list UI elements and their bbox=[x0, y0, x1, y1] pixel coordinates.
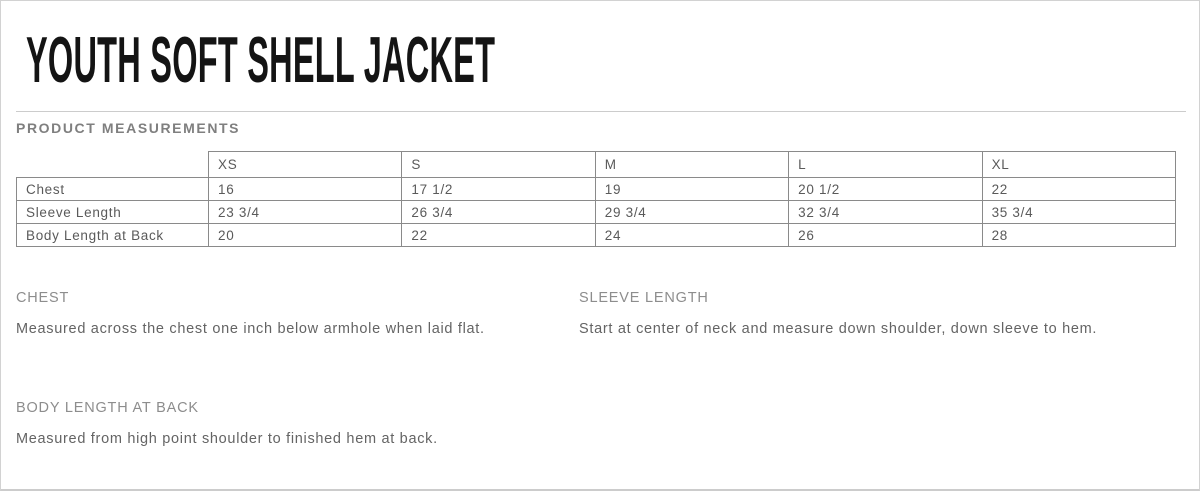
table-cell: 20 bbox=[209, 224, 402, 247]
table-cell: 35 3/4 bbox=[982, 201, 1175, 224]
definition-body-length-text: Measured from high point shoulder to finished hem at back. bbox=[16, 431, 438, 447]
definition-sleeve-length-text: Start at center of neck and measure down shoulder, down sleeve to hem. bbox=[579, 321, 1098, 337]
column-header-l: L bbox=[789, 152, 982, 178]
definition-body-length bbox=[16, 400, 576, 453]
table-corner-cell bbox=[17, 152, 209, 178]
column-header-s: S bbox=[402, 152, 595, 178]
table-header-row bbox=[17, 152, 1176, 178]
table-cell: 16 bbox=[209, 178, 402, 201]
table-cell: 23 3/4 bbox=[209, 201, 402, 224]
definition-chest-heading: CHEST bbox=[16, 290, 70, 306]
table-cell: 32 3/4 bbox=[789, 201, 982, 224]
definition-sleeve-length bbox=[579, 290, 1111, 343]
table-row-body-length bbox=[17, 224, 1176, 247]
table-row-chest bbox=[17, 178, 1176, 201]
table-cell: 19 bbox=[595, 178, 788, 201]
table-cell: 17 1/2 bbox=[402, 178, 595, 201]
table-row-sleeve-length bbox=[17, 201, 1176, 224]
definition-chest bbox=[16, 290, 561, 343]
table-cell: 24 bbox=[595, 224, 788, 247]
row-label: Body Length at Back bbox=[17, 224, 209, 247]
table-cell: 28 bbox=[982, 224, 1175, 247]
table-cell: 29 3/4 bbox=[595, 201, 788, 224]
definition-sleeve-length-heading: SLEEVE LENGTH bbox=[579, 290, 709, 306]
table-cell: 26 3/4 bbox=[402, 201, 595, 224]
definition-body-length-heading: BODY LENGTH AT BACK bbox=[16, 400, 199, 416]
column-header-xs: XS bbox=[209, 152, 402, 178]
divider bbox=[16, 111, 1186, 112]
table-cell: 22 bbox=[982, 178, 1175, 201]
measurements-table bbox=[16, 151, 1176, 247]
row-label: Sleeve Length bbox=[17, 201, 209, 224]
definition-chest-text: Measured across the chest one inch below armhole when laid flat. bbox=[16, 321, 485, 337]
table-cell: 22 bbox=[402, 224, 595, 247]
table-cell: 26 bbox=[789, 224, 982, 247]
page-title: YOUTH SOFT SHELL JACKET bbox=[26, 23, 496, 96]
column-header-xl: XL bbox=[982, 152, 1175, 178]
column-header-m: M bbox=[595, 152, 788, 178]
table-cell: 20 1/2 bbox=[789, 178, 982, 201]
product-measurements-heading: PRODUCT MEASUREMENTS bbox=[16, 120, 241, 136]
row-label: Chest bbox=[17, 178, 209, 201]
